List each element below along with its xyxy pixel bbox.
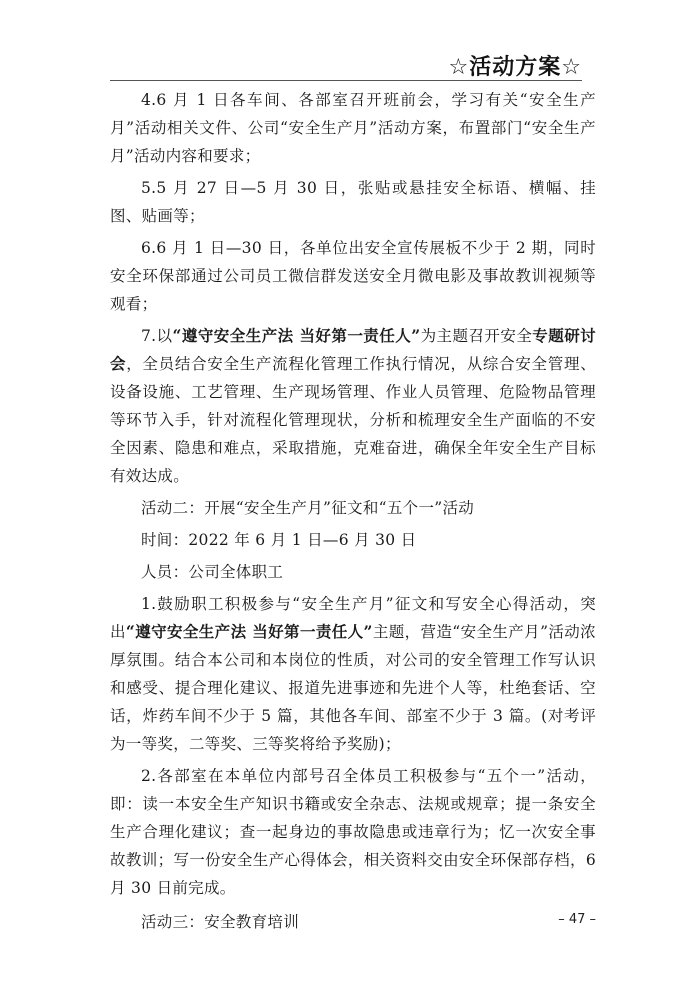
header-divider — [110, 80, 582, 81]
paragraph-item-5: 5.5 月 27 日—5 月 30 日，张贴或悬挂安全标语、横幅、挂图、贴画等； — [110, 179, 596, 225]
activity-2-item-1-rest: 主题，营造“安全生产月”活动浓厚氛围。结合本公司和本岗位的性质，对公司的安全管理工作写认识和感受、提合理化建议、报道先进事迹和先进个人等，杜绝套话、空话，炸药车间不少于 5 篇，其他各车间、部室不少于 3 篇。(对考评为一等奖，二等奖、三等奖将给予奖励)； — [110, 623, 596, 753]
activity-2-time: 时间：2022 年 6 月 1 日—6 月 30 日 — [141, 531, 417, 549]
activity-2-item-1 — [110, 590, 596, 758]
paragraph-item-4: 4.6 月 1 日各车间、各部室召开班前会，学习有关“安全生产月”活动相关文件、公司“安全生产月”活动方案，布置部门“安全生产月”活动内容和要求； — [110, 91, 596, 165]
item-7-theme: “遵守安全生产法 当好第一责任人” — [172, 326, 421, 345]
page-number: – 47 – — [558, 912, 596, 927]
item-7-rest: ，全员结合安全生产流程化管理工作执行情况，从综合安全管理、设备设施、工艺管理、生产现场管理、作业人员管理、危险物品管理等环节入手，针对流程化管理现状，分析和梳理安全生产面临的不安全因素、隐患和难点，采取措施，克难奋进，确保全年安全生产目标有效达成。 — [110, 355, 596, 485]
activity-2-item-1-prefix: 1.鼓励职工积极参与“安全生产月”征文和写安全心得活动，突出 — [110, 595, 596, 641]
paragraph-item-6: 6.6 月 1 日—30 日，各单位出安全宣传展板不少于 2 期，同时安全环保部通过公司员工微信群发送安全月微电影及事故教训视频等观看； — [110, 239, 596, 313]
activity-3-heading: 活动三：安全教育培训 — [141, 913, 300, 931]
activity-2-item-2: 2.各部室在本单位内部号召全体员工积极参与“五个一”活动，即：读一本安全生产知识书籍或安全杂志、法规或规章；提一条安全生产合理化建议；查一起身边的事故隐患或违章行为；忆一次安全事故教训；写一份安全生产心得体会，相关资料交由安全环保部存档，6 月 30 日前完成。 — [110, 767, 596, 897]
paragraph-item-7 — [110, 322, 596, 490]
item-7-bold-tail: 专题研讨会 — [110, 326, 596, 373]
activity-2-item-1-theme: “遵守安全生产法 当好第一责任人” — [125, 622, 373, 641]
activity-2-heading: 活动二：开展“安全生产月”征文和“五个一”活动 — [141, 499, 475, 517]
body-text — [110, 86, 596, 940]
item-7-middle: 为主题召开安全 — [420, 327, 533, 345]
activity-2-people: 人员：公司全体职工 — [141, 563, 284, 581]
header-title: ☆活动方案☆ — [448, 55, 582, 80]
item-7-prefix: 7.以 — [141, 327, 173, 345]
